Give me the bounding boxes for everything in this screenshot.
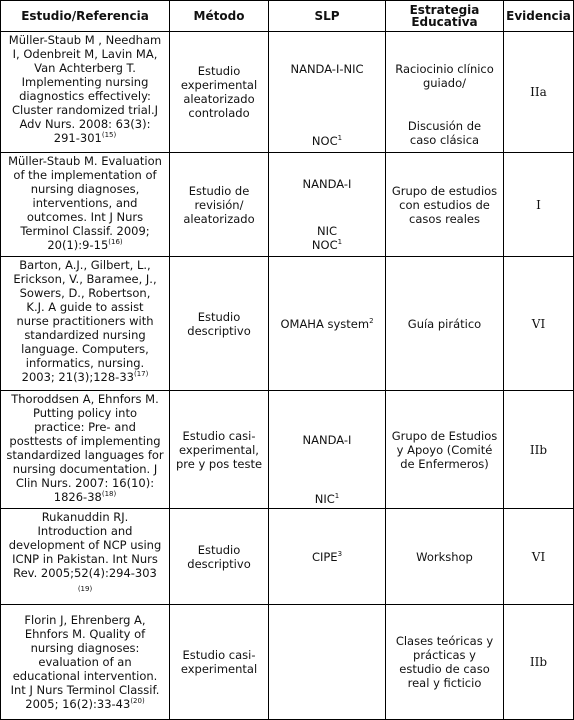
header-estrategia-line2: Educativa (411, 15, 478, 29)
slp-top: NANDA-I (302, 433, 352, 447)
header-metodo: Método (170, 1, 269, 32)
header-evidencia: Evidencia (504, 1, 574, 32)
slp-bottom: NOC$^1$ (311, 134, 343, 148)
ref-cell: Müller-Staub M , Needham I, Odenbreit M, Lavin MA, Van Achterberg T. Implementing nursing diagnostics effectively: Cluster randomized trial.J Adv Nurs. 2008: 63(3): 291-301$^{(15)}$ (1, 32, 170, 153)
estrategia-cell: Guía pirático (386, 257, 504, 391)
slp-cell: CIPE$^3$ (269, 509, 386, 605)
estrategia-top: Raciocinio clínico guiado/ (395, 62, 494, 90)
slp-top: NANDA-I-NIC (290, 62, 364, 76)
ref-cell: Rukanuddin RJ. Introduction and development of NCP using ICNP in Pakistan. Int Nurs Rev. 2005;52(4):294-303 (19) (1, 509, 170, 605)
metodo-cell: Estudio descriptivo (170, 257, 269, 391)
slp-top: NANDA-I (302, 177, 352, 191)
metodo-cell: Estudio descriptivo (170, 509, 269, 605)
metodo-cell: Estudio de revisión/ aleatorizado (170, 153, 269, 257)
slp-cell (269, 605, 386, 720)
ref-cell: Müller-Staub M. Evaluation of the implementation of nursing diagnoses, interventions, and outcomes. Int J Nurs Terminol Classif. 2009; 20(1):9-15$^{(16)}$ (1, 153, 170, 257)
slp-cell (269, 32, 386, 153)
evidencia-cell: I (504, 153, 574, 257)
table-row (1, 32, 574, 153)
slp-cell: OMAHA system$^2$ (269, 257, 386, 391)
ref-cell: Barton, A.J., Gilbert, L., Erickson, V., Baramee, J., Sowers, D., Robertson, K.J. A guide to assist nurse practitioners with standardized nursing language. Computers, informatics, nursing. 2003; 21(3);128-33$^{(17)}$ (1, 257, 170, 391)
table-row (1, 509, 574, 605)
slp-bottom: NIC NOC$^1$ (311, 224, 343, 252)
ref-cell: Thoroddsen A, Ehnfors M. Putting policy into practice: Pre- and posttests of implementing standardized languages for nursing documentation. J Clin Nurs. 2007: 16(10): 1826-38$^{(18)}$ (1, 391, 170, 509)
evidencia-cell: IIb (504, 391, 574, 509)
estrategia-cell: Grupo de estudios con estudios de casos reales (386, 153, 504, 257)
header-estrategia (386, 1, 504, 32)
estrategia-cell: Workshop (386, 509, 504, 605)
slp-bottom: NIC$^1$ (314, 492, 340, 506)
header-row (1, 1, 574, 32)
evidencia-cell: VI (504, 257, 574, 391)
metodo-cell: Estudio experimental aleatorizado controlado (170, 32, 269, 153)
metodo-cell: Estudio casi- experimental (170, 605, 269, 720)
table-row (1, 153, 574, 257)
table-row (1, 605, 574, 720)
estrategia-cell: Clases teóricas y prácticas y estudio de caso real y ficticio (386, 605, 504, 720)
evidencia-cell: VI (504, 509, 574, 605)
estrategia-cell: Grupo de Estudios y Apoyo (Comité de Enfermeros) (386, 391, 504, 509)
header-estrategia-line1: Estrategia (409, 3, 480, 17)
header-ref: Estudio/Referencia (1, 1, 170, 32)
estrategia-cell (386, 32, 504, 153)
table-row (1, 257, 574, 391)
table-row (1, 391, 574, 509)
slp-cell (269, 153, 386, 257)
metodo-cell: Estudio casi- experimental, pre y pos teste (170, 391, 269, 509)
ref-cell: Florin J, Ehrenberg A, Ehnfors M. Quality of nursing diagnoses: evaluation of an educational intervention. Int J Nurs Terminol Classif. 2005; 16(2):33-43$^{(20)}$ (1, 605, 170, 720)
estrategia-bottom: Discusión de caso clásica (407, 119, 482, 147)
header-slp: SLP (269, 1, 386, 32)
slp-cell (269, 391, 386, 509)
evidencia-cell: IIb (504, 605, 574, 720)
evidencia-cell: IIa (504, 32, 574, 153)
